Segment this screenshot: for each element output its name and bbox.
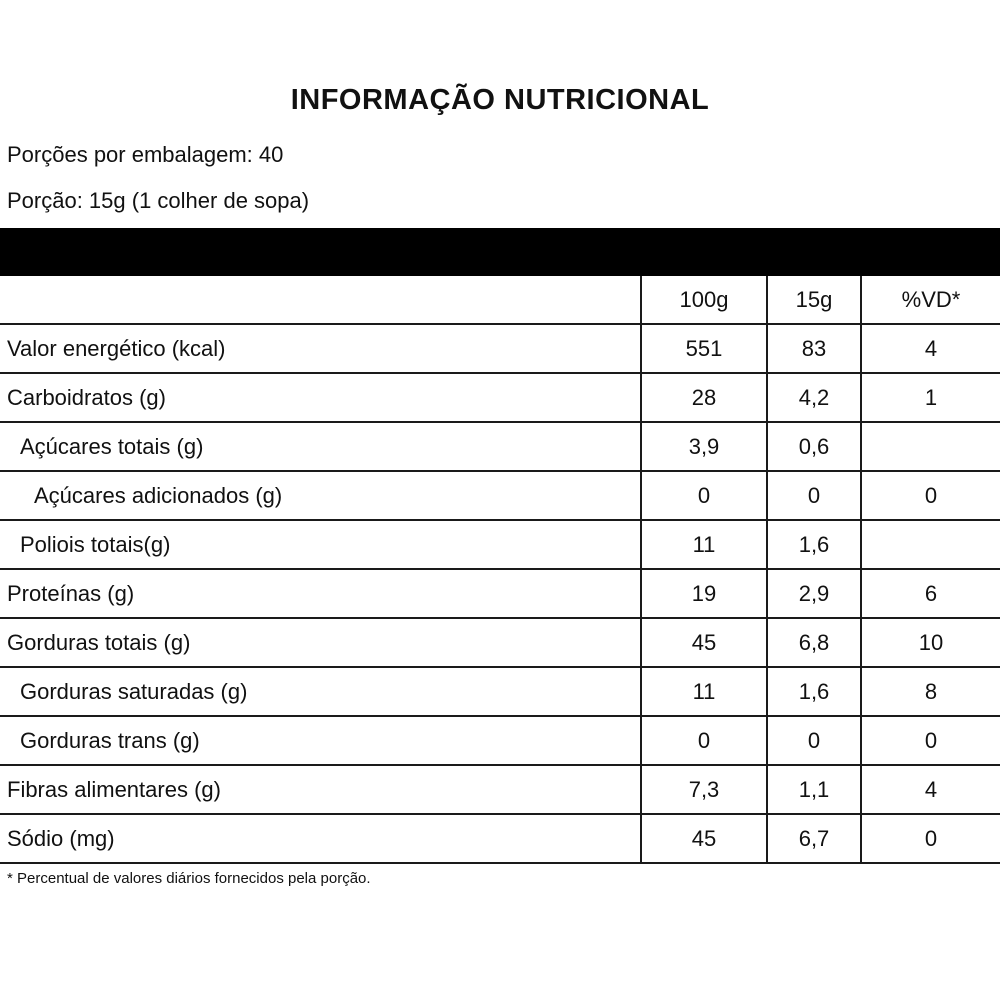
row-per100: 0	[641, 716, 767, 765]
row-vd: 0	[861, 716, 1000, 765]
table-row	[0, 716, 1000, 765]
table-row	[0, 471, 1000, 520]
portion-size: Porção: 15g (1 colher de sopa)	[7, 188, 310, 213]
header-per-portion: 15g	[767, 276, 861, 324]
row-per-portion: 1,1	[767, 765, 861, 814]
row-per-portion: 6,7	[767, 814, 861, 863]
table-row	[0, 765, 1000, 814]
table-row	[0, 569, 1000, 618]
row-vd: 8	[861, 667, 1000, 716]
row-per100: 3,9	[641, 422, 767, 471]
row-per100: 45	[641, 618, 767, 667]
row-per-portion: 1,6	[767, 667, 861, 716]
row-per100: 551	[641, 324, 767, 373]
row-per-portion: 83	[767, 324, 861, 373]
row-per-portion: 0	[767, 471, 861, 520]
row-label: Açúcares totais (g)	[0, 422, 641, 471]
row-per-portion: 4,2	[767, 373, 861, 422]
row-label: Valor energético (kcal)	[0, 324, 641, 373]
row-label: Sódio (mg)	[0, 814, 641, 863]
table-row	[0, 667, 1000, 716]
row-vd: 10	[861, 618, 1000, 667]
table-row	[0, 422, 1000, 471]
row-per-portion: 0	[767, 716, 861, 765]
table-row	[0, 373, 1000, 422]
page-title: INFORMAÇÃO NUTRICIONAL	[290, 84, 710, 116]
table-row	[0, 618, 1000, 667]
row-per100: 28	[641, 373, 767, 422]
row-vd: 0	[861, 814, 1000, 863]
nutrition-table	[0, 276, 1000, 864]
header-per100: 100g	[641, 276, 767, 324]
row-label: Gorduras saturadas (g)	[0, 667, 641, 716]
table-row	[0, 520, 1000, 569]
row-label: Carboidratos (g)	[0, 373, 641, 422]
row-per100: 45	[641, 814, 767, 863]
row-per100: 11	[641, 667, 767, 716]
row-per100: 11	[641, 520, 767, 569]
row-label: Gorduras trans (g)	[0, 716, 641, 765]
row-vd: 4	[861, 324, 1000, 373]
row-per-portion: 1,6	[767, 520, 861, 569]
row-vd: 1	[861, 373, 1000, 422]
row-vd	[861, 520, 1000, 569]
row-label: Poliois totais(g)	[0, 520, 641, 569]
row-vd: 0	[861, 471, 1000, 520]
header-bar	[0, 228, 1000, 276]
row-vd	[861, 422, 1000, 471]
header-vd: %VD*	[861, 276, 1000, 324]
servings-per-package: Porções por embalagem: 40	[7, 142, 284, 167]
row-per-portion: 0,6	[767, 422, 861, 471]
row-per-portion: 2,9	[767, 569, 861, 618]
row-label: Proteínas (g)	[0, 569, 641, 618]
row-per100: 7,3	[641, 765, 767, 814]
table-header-row	[0, 276, 1000, 324]
row-label: Açúcares adicionados (g)	[0, 471, 641, 520]
row-label: Fibras alimentares (g)	[0, 765, 641, 814]
table-row	[0, 814, 1000, 863]
table-row	[0, 324, 1000, 373]
header-label-cell	[0, 276, 641, 324]
row-per100: 19	[641, 569, 767, 618]
row-per-portion: 6,8	[767, 618, 861, 667]
row-vd: 6	[861, 569, 1000, 618]
row-label: Gorduras totais (g)	[0, 618, 641, 667]
row-vd: 4	[861, 765, 1000, 814]
row-per100: 0	[641, 471, 767, 520]
footnote: * Percentual de valores diários fornecidos pela porção.	[7, 870, 371, 887]
